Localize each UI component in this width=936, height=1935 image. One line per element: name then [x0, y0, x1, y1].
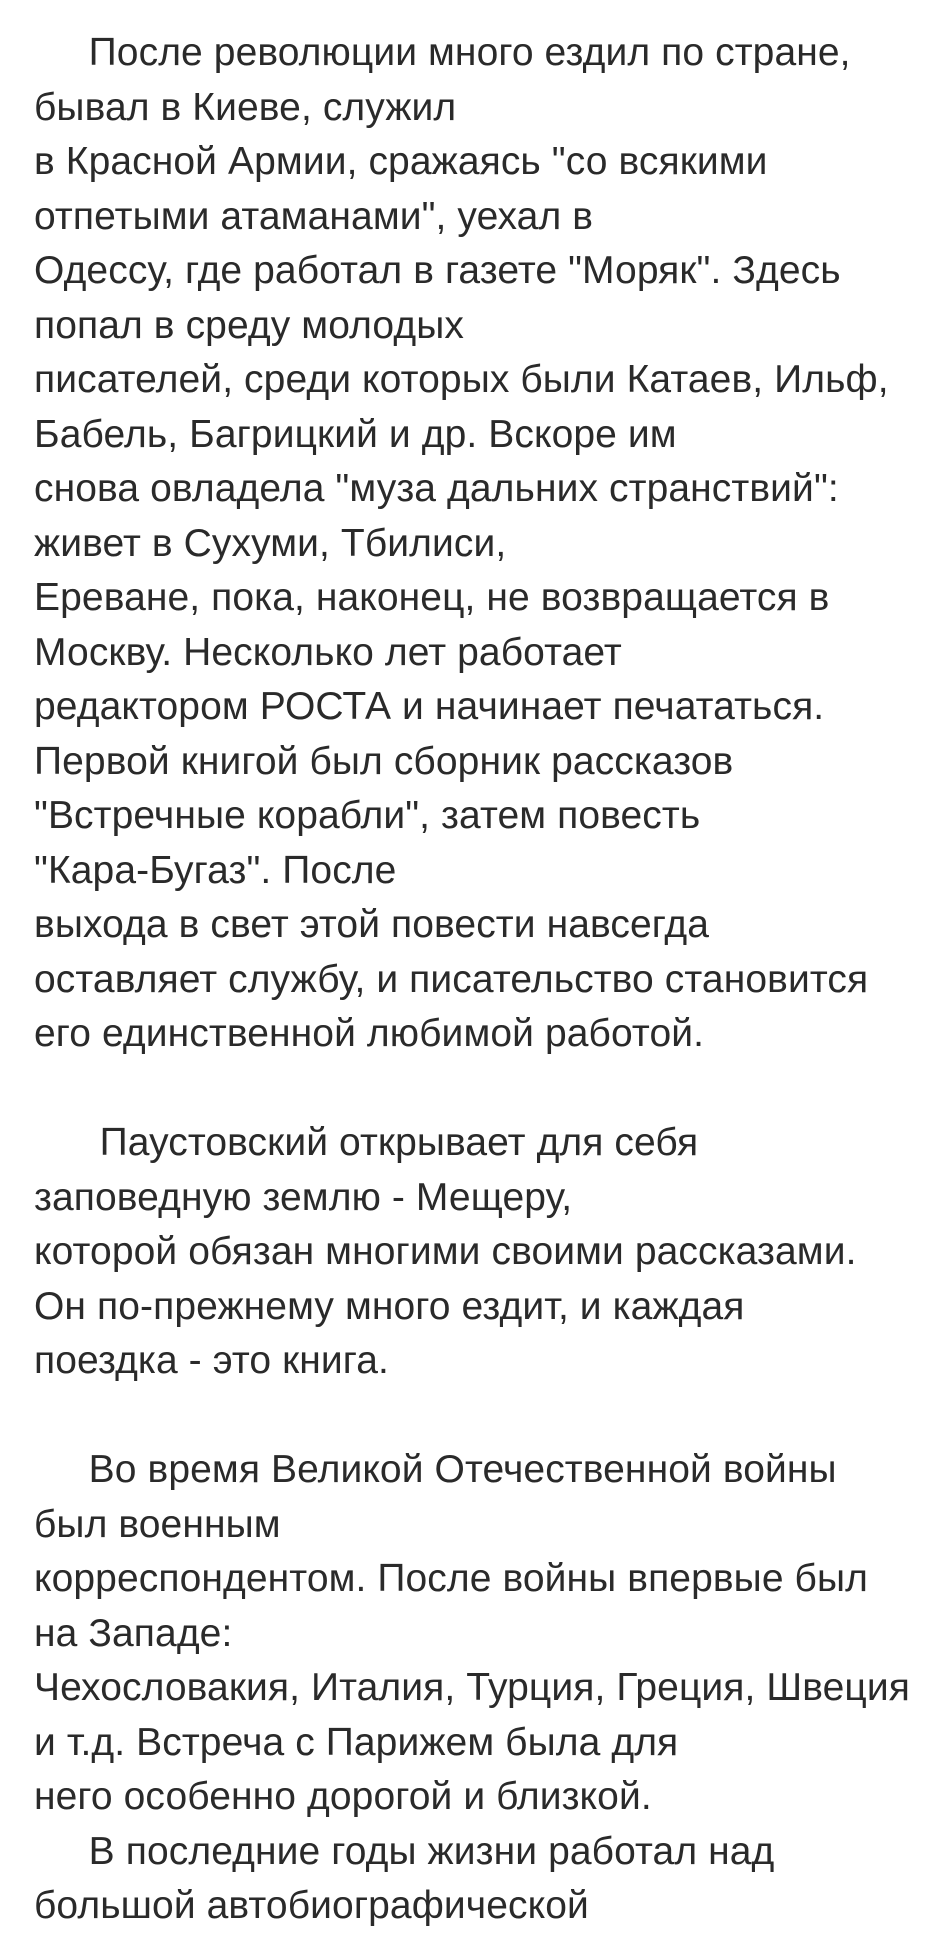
text-line: снова овладела "муза дальних странствий":	[34, 467, 839, 510]
text-line: в Красной Армии, сражаясь "со всякими	[34, 140, 768, 183]
text-line: оставляет службу, и писательство становится	[34, 957, 869, 1001]
text-line: "Кара-Бугаз". После	[34, 848, 397, 892]
text-line: Одессу, где работал в газете "Моряк". Здесь	[34, 249, 841, 292]
text-line: отпетыми атаманами", уехал в	[34, 194, 594, 238]
text-line: и т.д. Встреча с Парижем была для	[34, 1720, 679, 1764]
text-line: выхода в свет этой повести навсегда	[34, 903, 710, 946]
text-line: на Западе:	[34, 1611, 233, 1655]
text-line: живет в Сухуми, Тбилиси,	[34, 521, 507, 565]
text-line: "Встречные корабли", затем повесть	[34, 794, 701, 837]
text-line: которой обязан многими своими рассказами.	[34, 1230, 857, 1273]
text-line: был военным	[34, 1502, 281, 1546]
text-line: Чехословакия, Италия, Турция, Греция, Швеция	[34, 1666, 910, 1709]
text-line: редактором РОСТА и начинает печататься.	[34, 685, 825, 728]
text-line: большой автобиографической	[34, 1884, 589, 1927]
text-line: корреспондентом. После войны впервые был	[34, 1557, 868, 1600]
text-line: Первой книгой был сборник рассказов	[34, 739, 734, 783]
text-line: Ереване, пока, наконец, не возвращается в	[34, 576, 830, 619]
paragraph-revolution	[34, 26, 934, 1062]
paragraph-spacer	[34, 1389, 934, 1444]
paragraph-spacer	[34, 1062, 934, 1117]
text-line: поездка - это книга.	[34, 1339, 389, 1382]
text-document	[34, 26, 934, 1934]
text-line: заповедную землю - Мещеру,	[34, 1175, 573, 1219]
text-line: писателей, среди которых были Катаев, Ильф,	[34, 358, 889, 401]
text-line: Он по-прежнему много ездит, и каждая	[34, 1284, 745, 1328]
text-line: попал в среду молодых	[34, 303, 464, 347]
text-line: бывал в Киеве, служил	[34, 85, 457, 129]
text-line: После революции много ездил по стране,	[34, 31, 851, 74]
text-line: В последние годы жизни работал над	[34, 1829, 775, 1873]
text-line: Бабель, Багрицкий и др. Вскоре им	[34, 412, 677, 456]
text-line: Во время Великой Отечественной войны	[34, 1448, 837, 1491]
text-line: Москву. Несколько лет работает	[34, 630, 622, 674]
text-line: него особенно дорогой и близкой.	[34, 1775, 652, 1818]
text-line: Паустовский открывает для себя	[34, 1121, 699, 1164]
paragraph-meshchera	[34, 1116, 934, 1389]
text-line: его единственной любимой работой.	[34, 1012, 705, 1055]
paragraph-war	[34, 1443, 934, 1934]
